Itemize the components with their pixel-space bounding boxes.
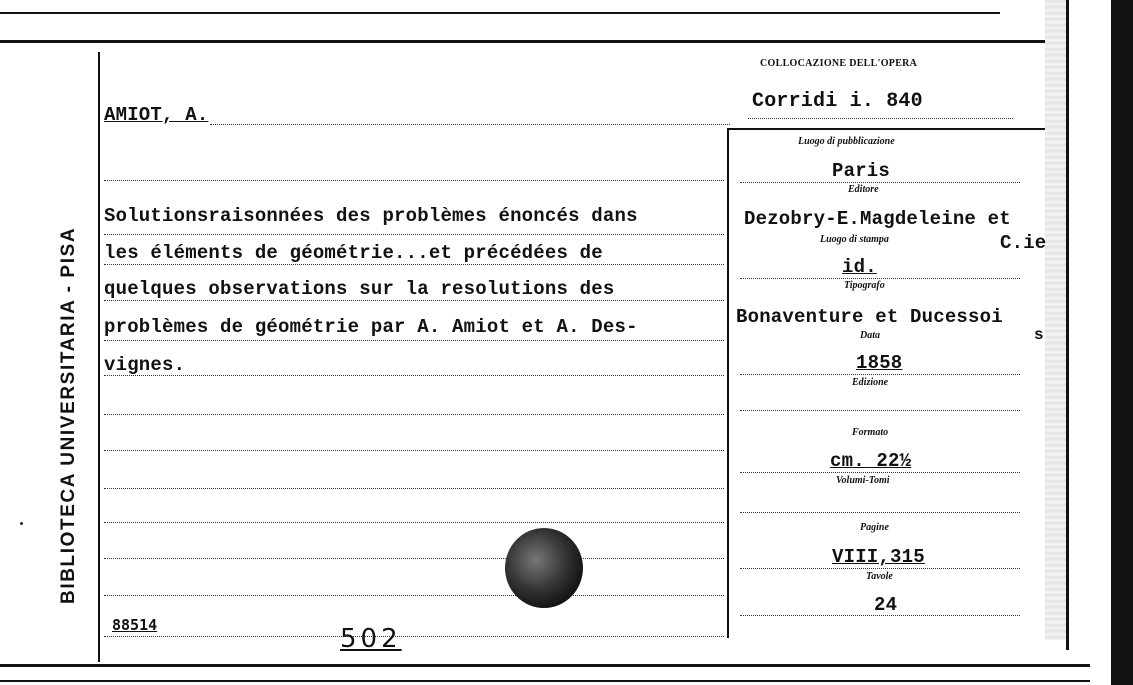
bottom-scan-line xyxy=(0,680,1090,682)
handwritten-number: 502 xyxy=(340,624,402,654)
right-card-border xyxy=(1066,0,1069,650)
body-line-6 xyxy=(104,375,724,376)
body-line-11 xyxy=(104,558,724,559)
publisher-line-1: Dezobry-E.Magdeleine et xyxy=(744,208,1011,230)
edition-line xyxy=(740,410,1020,411)
printer-overflow: s xyxy=(1034,326,1044,344)
shelfmark-line xyxy=(748,118,1013,119)
body-line-13 xyxy=(104,636,724,637)
date: 1858 xyxy=(856,352,903,374)
volumes-label: Volumi-Tomi xyxy=(836,475,890,486)
collocation-header: COLLOCAZIONE DELL'OPERA xyxy=(760,58,918,69)
body-line-1 xyxy=(104,180,724,181)
author-line xyxy=(210,124,730,125)
edition-label: Edizione xyxy=(852,377,889,388)
body-line-9 xyxy=(104,488,724,489)
library-name-vertical: BIBLIOTECA UNIVERSITARIA - PISA xyxy=(58,226,79,604)
place-label: Luogo di pubblicazione xyxy=(798,136,895,147)
plates-label: Tavole xyxy=(866,571,893,582)
accession-number: 88514 xyxy=(112,616,158,634)
format-label: Formato xyxy=(852,427,889,438)
date-label: Data xyxy=(860,330,880,341)
top-scan-line xyxy=(0,12,1000,14)
scan-speck xyxy=(20,522,23,525)
body-line-10 xyxy=(104,522,724,523)
body-line-2 xyxy=(104,234,724,235)
pages: VIII,315 xyxy=(832,546,925,568)
printing-place-label: Luogo di stampa xyxy=(820,234,889,245)
title-line-2: les éléments de géométrie...et précédées de xyxy=(104,242,603,264)
body-line-7 xyxy=(104,414,724,415)
left-margin-rule xyxy=(98,52,100,662)
publisher-line-2: C.ie xyxy=(1000,232,1047,254)
body-line-4 xyxy=(104,300,724,301)
bottom-border-line xyxy=(0,664,1090,667)
field-box-top-rule xyxy=(727,128,1045,130)
title-line-5: vignes. xyxy=(104,354,186,376)
field-box-left-rule xyxy=(727,128,729,638)
scan-edge-dark xyxy=(1111,0,1133,685)
printing-place-line xyxy=(740,278,1020,279)
plates: 24 xyxy=(874,594,898,616)
printing-place: id. xyxy=(842,256,877,278)
title-line-4: problèmes de géométrie par A. Amiot et A. Des- xyxy=(104,316,638,338)
place-of-publication: Paris xyxy=(832,160,891,182)
body-line-12 xyxy=(104,595,724,596)
volumes-line xyxy=(740,512,1020,513)
place-line xyxy=(740,182,1020,183)
pages-label: Pagine xyxy=(860,522,889,533)
format: cm. 22½ xyxy=(830,450,912,472)
top-border-line xyxy=(0,40,1045,43)
author: AMIOT, A. xyxy=(104,104,209,126)
shelfmark: Corridi i. 840 xyxy=(752,90,923,113)
format-line xyxy=(740,472,1020,473)
printer: Bonaventure et Ducessoi xyxy=(736,306,1003,328)
title-line-3: quelques observations sur la resolutions des xyxy=(104,278,615,300)
date-line xyxy=(740,374,1020,375)
printer-label: Tipografo xyxy=(844,280,885,291)
title-line-1: Solutionsraisonnées des problèmes énoncés dans xyxy=(104,205,638,227)
body-line-5 xyxy=(104,340,724,341)
card-edge-shadow xyxy=(1045,0,1067,640)
body-line-3 xyxy=(104,264,724,265)
card-punch-hole xyxy=(505,528,583,608)
pages-line xyxy=(740,568,1020,569)
publisher-label: Editore xyxy=(848,184,879,195)
body-line-8 xyxy=(104,450,724,451)
plates-line xyxy=(740,615,1020,616)
